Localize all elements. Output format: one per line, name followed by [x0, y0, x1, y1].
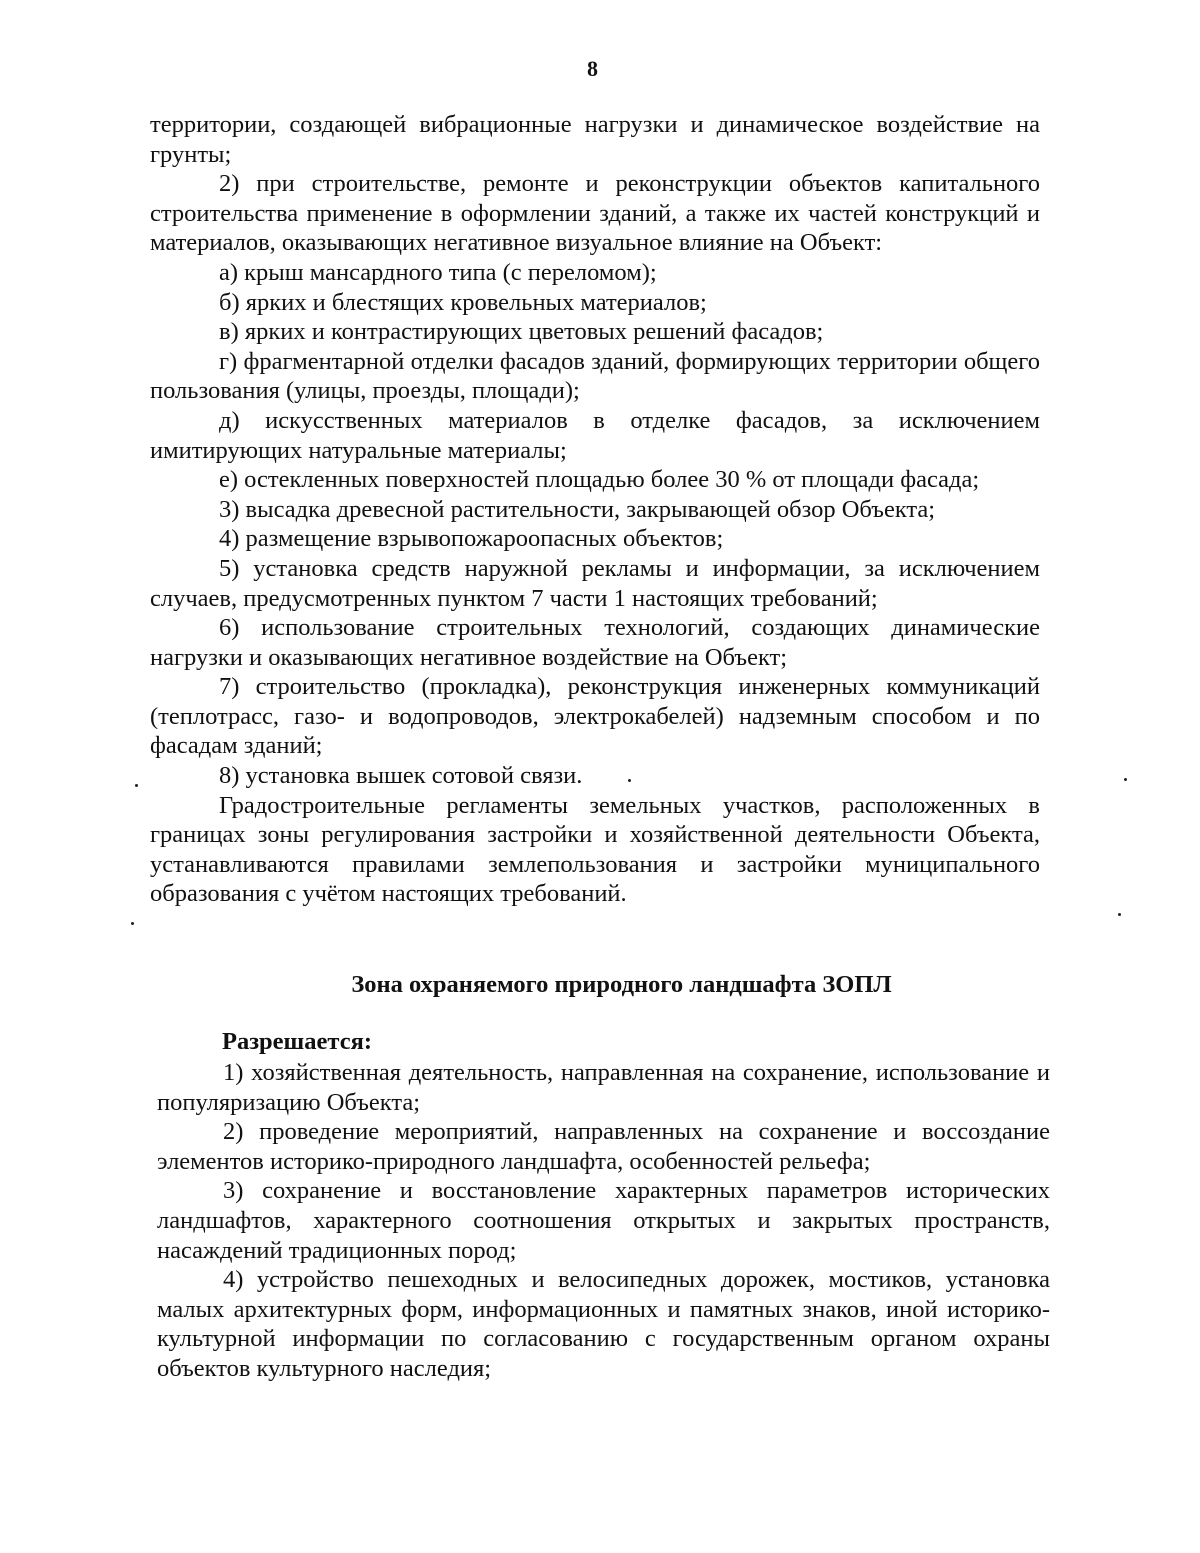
- allowed-heading: Разрешается:: [222, 1028, 372, 1055]
- paragraph: б) ярких и блестящих кровельных материалов;: [219, 288, 707, 316]
- paragraph: 4) размещение взрывопожароопасных объектов;: [219, 525, 724, 553]
- scan-speck: [628, 779, 631, 782]
- scan-speck: [131, 922, 134, 925]
- paragraph: 3) высадка древесной растительности, закрывающей обзор Объекта;: [219, 495, 936, 523]
- paragraph: территории, создающей вибрационные нагрузки и динамическое воздействие на грунты;: [150, 111, 1040, 168]
- paragraph: 3) сохранение и восстановление характерных параметров исторических ландшафтов, характерного соотношения открытых и закрытых пространств, насаждений традиционных пород;: [157, 1177, 1050, 1264]
- paragraph: 5) установка средств наружной рекламы и информации, за исключением случаев, предусмотренных пунктом 7 части 1 настоящих требований;: [150, 554, 1040, 612]
- paragraph: е) остекленных поверхностей площадью более 30 % от площади фасада;: [219, 466, 980, 494]
- paragraph: 2) при строительстве, ремонте и реконструкции объектов капитального строительства применение в оформлении зданий, а также их частей конструкций и материалов, оказывающих негативное визуальное влияние на Объект:: [150, 170, 1040, 257]
- paragraph: 8) установка вышек сотовой связи.: [219, 762, 583, 790]
- paragraph: 4) устройство пешеходных и велосипедных дорожек, мостиков, установка малых архитектурных форм, информационных и памятных знаков, иной историко-культурной информации по согласованию с государственным органом охраны объектов культурного наследия;: [157, 1266, 1050, 1382]
- requirements-text: [150, 110, 1040, 909]
- scan-speck: [1124, 778, 1127, 781]
- allowed-list: [157, 1058, 1050, 1384]
- paragraph: 2) проведение мероприятий, направленных на сохранение и воссоздание элементов историко-природного ландшафта, особенностей рельефа;: [157, 1118, 1050, 1175]
- paragraph: 7) строительство (прокладка), реконструкция инженерных коммуникаций (теплотрасс, газо- и водопроводов, электрокабелей) надземным способом и по фасадам зданий;: [150, 673, 1040, 760]
- scan-speck: [135, 784, 138, 787]
- paragraph: 1) хозяйственная деятельность, направленная на сохранение, использование и популяризацию Объекта;: [157, 1059, 1050, 1116]
- paragraph: д) искусственных материалов в отделке фасадов, за исключением имитирующих натуральные материалы;: [150, 406, 1040, 464]
- page-number: 8: [587, 56, 598, 81]
- paragraph: Градостроительные регламенты земельных участков, расположенных в границах зоны регулирования застройки и хозяйственной деятельности Объекта, устанавливаются правилами землепользования и застройки муниципального образования с учётом настоящих требований.: [150, 791, 1040, 908]
- paragraph: а) крыш мансардного типа (с переломом);: [219, 258, 657, 286]
- scan-speck: [1118, 913, 1121, 916]
- paragraph: г) фрагментарной отделки фасадов зданий, формирующих территории общего пользования (улицы, проезды, площади);: [150, 347, 1040, 405]
- section-heading: Зона охраняемого природного ландшафта ЗОПЛ: [351, 971, 892, 998]
- paragraph: 6) использование строительных технологий, создающих динамические нагрузки и оказывающих негативное воздействие на Объект;: [150, 614, 1040, 671]
- paragraph: в) ярких и контрастирующих цветовых решений фасадов;: [219, 318, 824, 346]
